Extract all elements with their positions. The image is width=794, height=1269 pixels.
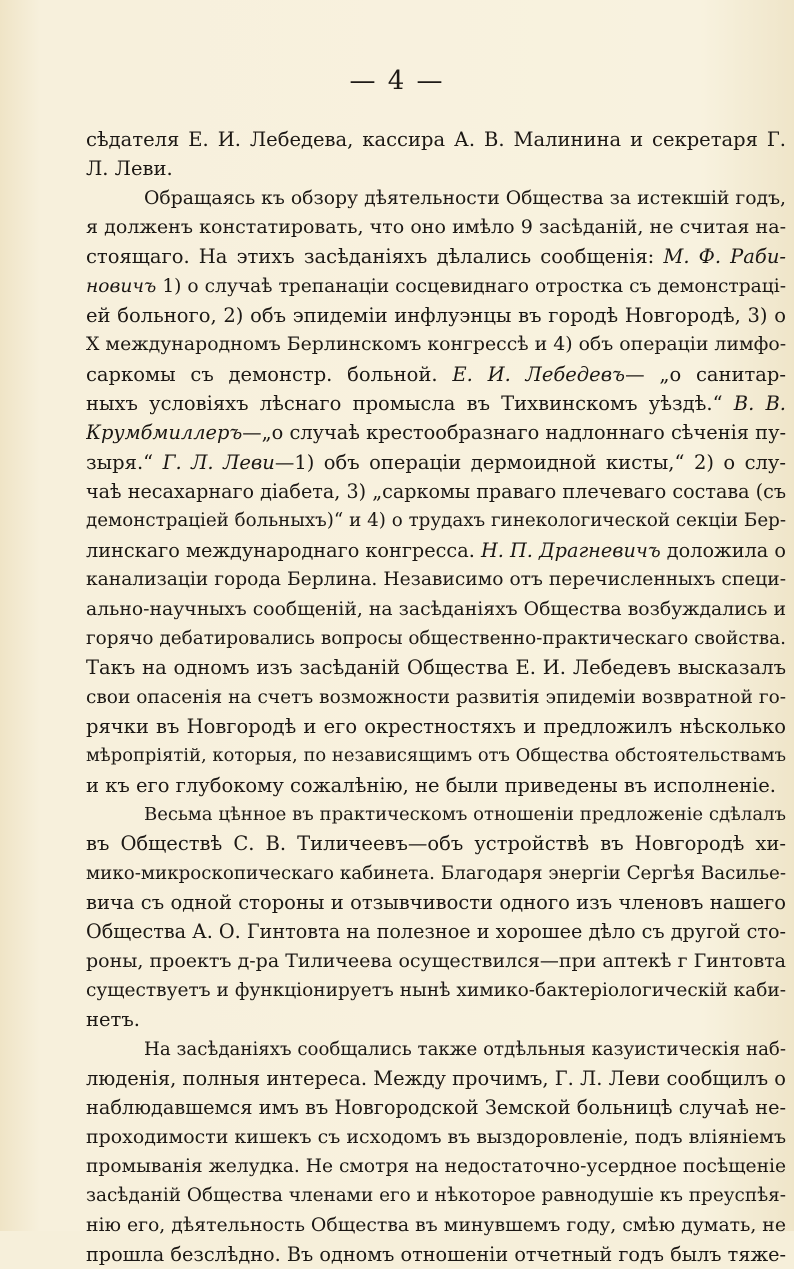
text-line <box>86 1181 786 1210</box>
text-segment: саркомы съ демонстр. больной. <box>86 362 453 386</box>
text-line <box>86 213 786 242</box>
text-segment: ально-научныхъ сообщеній, на засѣданіяхъ Общества возбуждались и <box>86 598 786 620</box>
text-line <box>86 330 786 359</box>
text-segment: Обращаясь къ обзору дѣятельности Общества за истекшій годъ, <box>144 187 786 209</box>
text-segment: проходимости кишекъ съ исходомъ въ выздоровленіе, подъ вліяніемъ <box>86 1125 786 1148</box>
text-line <box>86 506 786 535</box>
text-line <box>86 741 786 770</box>
text-segment: Л. Леви. <box>86 157 173 181</box>
text-line <box>86 653 786 682</box>
italic-name: М. Ф. Раби- <box>663 245 786 269</box>
text-line <box>86 947 786 976</box>
text-line <box>86 595 786 624</box>
text-line <box>86 389 786 418</box>
text-segment: Весьма цѣнное въ практическомъ отношеніи предложеніе сдѣлалъ <box>144 803 786 825</box>
text-line <box>86 917 786 946</box>
text-line <box>86 154 786 183</box>
text-segment: роны, проектъ д-ра Тиличеева осуществился—при аптекѣ г Гинтовта <box>86 949 786 972</box>
text-segment: канализаціи города Берлина. Независимо отъ перечисленныхъ специ- <box>86 569 786 591</box>
text-segment: 1) о случаѣ трепанаціи сосцевиднаго отростка съ демонстраці- <box>156 275 786 297</box>
italic-name: Н. П. Драгневичъ <box>480 538 661 562</box>
italic-name: В. В. <box>733 392 786 416</box>
text-line <box>86 1093 786 1122</box>
italic-name: Крумбмиллеръ <box>86 421 243 445</box>
text-segment: ей больного, 2) объ эпидеміи инфлуэнцы въ городѣ Новгородѣ, 3) о <box>86 304 786 328</box>
text-line <box>86 800 786 829</box>
page-number: — 4 — <box>349 66 445 96</box>
text-segment: доложила о <box>660 538 786 562</box>
text-line <box>86 418 786 447</box>
text-line <box>86 1035 786 1064</box>
text-line <box>86 1152 786 1181</box>
text-segment: и къ его глубокому сожалѣнію, не были приведены въ исполненіе. <box>86 773 776 797</box>
text-segment: —1) объ операціи дермоидной кисты,“ 2) о слу- <box>274 450 786 474</box>
text-segment: мико-микроскопическаго кабинета. Благодаря энергіи Сергѣя Василье- <box>86 862 786 884</box>
text-line <box>86 888 786 917</box>
text-segment: Общества А. О. Гинтовта на полезное и хорошее дѣло съ другой сто- <box>86 920 786 944</box>
text-segment: линскаго международнаго конгресса. <box>86 538 481 562</box>
text-line <box>86 1211 786 1240</box>
text-segment: зыря.“ <box>86 450 163 474</box>
text-line <box>86 771 786 800</box>
text-line <box>86 477 786 506</box>
text-segment: засѣданій Общества членами его и нѣкоторое равнодушіе къ преуспѣя- <box>86 1185 786 1207</box>
text-segment: промыванія желудка. Не смотря на недостаточно-усердное посѣщеніе <box>86 1156 786 1178</box>
text-segment: сѣдателя Е. И. Лебедева, кассира А. В. Малинина и секретаря Г. <box>86 128 786 151</box>
text-line <box>86 272 786 301</box>
text-segment: рячки въ Новгородѣ и его окрестностяхъ и предложилъ нѣсколько <box>86 714 786 738</box>
text-segment: На засѣданіяхъ сообщались также отдѣльныя казуистическія наб- <box>144 1038 786 1060</box>
text-line <box>86 712 786 741</box>
text-line <box>86 448 786 477</box>
italic-name: Г. Л. Леви <box>162 450 275 474</box>
text-segment: Такъ на одномъ изъ засѣданій Общества Е. И. Лебедевъ высказалъ <box>86 656 786 680</box>
text-line <box>86 184 786 213</box>
text-segment: вича съ одной стороны и отзывчивости одного изъ членовъ нашего <box>86 890 786 914</box>
text-segment: чаѣ несахарнаго діабета, 3) „саркомы праваго плечеваго состава (съ <box>86 480 786 504</box>
text-line <box>86 536 786 565</box>
text-line <box>86 624 786 653</box>
text-line <box>86 565 786 594</box>
text-segment: ныхъ условіяхъ лѣснаго промысла въ Тихвинскомъ уѣздѣ.“ <box>86 392 734 416</box>
text-line <box>86 242 786 271</box>
body-text <box>86 125 786 1269</box>
text-segment: прошла безслѣдно. Въ одномъ отношеніи отчетный годъ былъ тяже- <box>86 1243 786 1267</box>
text-segment: X международномъ Берлинскомъ конгрессѣ и 4) объ операціи лимфо- <box>86 333 786 356</box>
text-segment: существуетъ и функціонируетъ нынѣ химико-бактеріологическій каби- <box>86 979 786 1001</box>
text-line <box>86 859 786 888</box>
text-line <box>86 125 786 154</box>
text-segment: въ Обществѣ С. В. Тиличеевъ—объ устройствѣ въ Новгородѣ хи- <box>86 832 786 856</box>
text-segment: мѣропріятій, которыя, по независящимъ отъ Общества обстоятельствамъ <box>86 745 786 767</box>
text-segment: —„о случаѣ крестообразнаго надлоннаго сѣченія пу- <box>242 421 786 445</box>
text-line <box>86 683 786 712</box>
text-segment: люденія, полныя интереса. Между прочимъ, Г. Л. Леви сообщилъ о <box>86 1067 786 1090</box>
text-line <box>86 301 786 330</box>
italic-name: новичъ <box>86 275 157 297</box>
italic-name: Е. И. Лебедевъ <box>452 362 626 386</box>
text-line <box>86 1240 786 1269</box>
text-segment: наблюдавшемся имъ въ Новгородской Земской больницѣ случаѣ не- <box>86 1096 786 1120</box>
text-segment: я долженъ констатировать, что оно имѣло 9 засѣданій, не считая на- <box>86 216 786 239</box>
text-line <box>86 976 786 1005</box>
text-segment: демонстраціей больныхъ)“ и 4) о трудахъ гинекологической секціи Бер- <box>86 510 786 532</box>
text-line <box>86 1005 786 1034</box>
text-segment: горячо дебатировались вопросы общественно-практическаго свойства. <box>86 627 786 649</box>
text-segment: нетъ. <box>86 1008 140 1032</box>
text-segment: стоящаго. На этихъ засѣданіяхъ дѣлались сообщенія: <box>86 245 664 269</box>
text-line <box>86 360 786 389</box>
text-segment: свои опасенія на счетъ возможности развитія эпидеміи возвратной го- <box>86 686 786 708</box>
text-segment: — „о санитар- <box>625 362 786 386</box>
text-segment: нію его, дѣятельность Общества въ минувшемъ году, смѣю думать, не <box>86 1214 786 1236</box>
text-line <box>86 1123 786 1152</box>
text-line <box>86 829 786 858</box>
text-line <box>86 1064 786 1093</box>
